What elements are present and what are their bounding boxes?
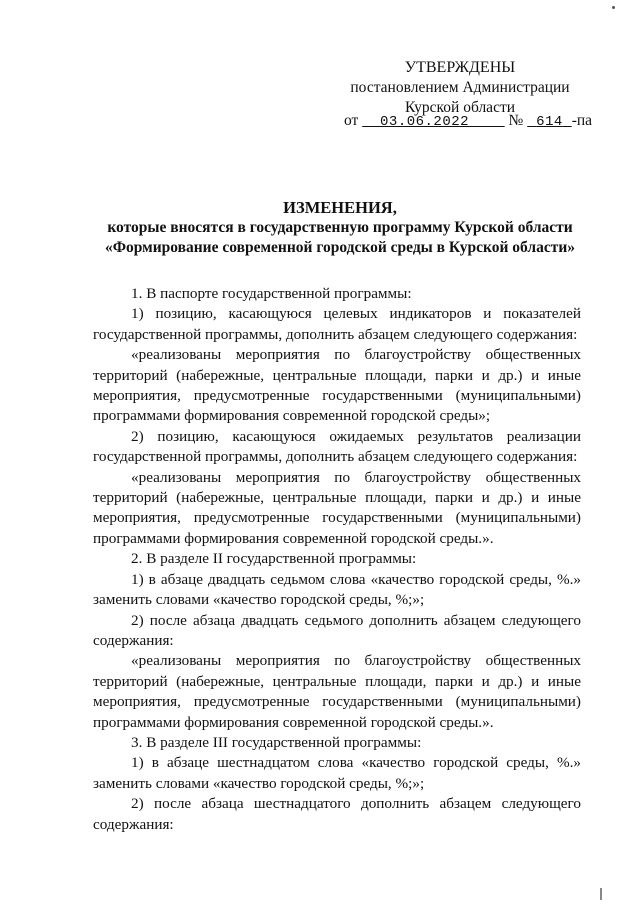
approval-date-line: [344, 112, 592, 130]
title-line-3: «Формирование современной городской среды в Курской области»: [104, 239, 576, 256]
approval-heading: УТВЕРЖДЕНЫ: [404, 59, 516, 76]
paragraph: 3. В разделе III государственной программы:: [131, 733, 422, 751]
title-line-1: ИЗМЕНЕНИЯ,: [283, 198, 397, 217]
paragraph: 2. В разделе II государственной программы:: [131, 550, 417, 568]
approval-line-2: Курской области: [404, 99, 516, 116]
paragraph: 1) позицию, касающуюся целевых индикаторов и показателей государственной программы, дополнить абзацем следующего содержания:: [93, 305, 581, 343]
date-prefix: от: [344, 112, 359, 129]
document-title: [90, 198, 590, 258]
paragraph: «реализованы мероприятия по благоустройству общественных территорий (набережные, центральные площади, парки и др.) и иные мероприятия, предусмотренные государственными (муниципальными) программами формирования современной городской среды.».: [93, 468, 581, 547]
approval-line-1: постановлением Администрации: [350, 79, 570, 96]
paragraph: 2) после абзаца шестнадцатого дополнить абзацем следующего содержания:: [93, 795, 581, 833]
paragraph: 1) в абзаце шестнадцатом слова «качество городской среды, %.» заменить словами «качество городской среды, %;»;: [93, 754, 581, 792]
paragraph: «реализованы мероприятия по благоустройству общественных территорий (набережные, центральные площади, парки и др.) и иные мероприятия, предусмотренные государственными (муниципальными) программами формирования современной городской среды»;: [93, 346, 581, 425]
document-body: [93, 284, 581, 835]
approval-block: [340, 58, 580, 118]
number-prefix: №: [508, 112, 524, 129]
title-line-2: которые вносятся в государственную программу Курской области: [107, 219, 573, 236]
scan-speck: [612, 6, 615, 9]
paragraph: «реализованы мероприятия по благоустройству общественных территорий (набережные, центральные площади, парки и др.) и иные мероприятия, предусмотренные государственными (муниципальными) программами формирования современной городской среды.».: [93, 652, 581, 731]
paragraph: 1. В паспорте государственной программы:: [131, 285, 412, 302]
paragraph: 2) после абзаца двадцать седьмого дополнить абзацем следующего содержания:: [93, 611, 581, 649]
number-suffix: -па: [571, 112, 593, 129]
paragraph: 1) в абзаце двадцать седьмом слова «качество городской среды, %.» заменить словами «качество городской среды, %;»;: [93, 570, 581, 609]
approval-number: 614: [536, 114, 563, 130]
approval-date: 03.06.2022: [380, 114, 470, 130]
paragraph: 2) позицию, касающуюся ожидаемых результатов реализации государственной программы, дополнить абзацем следующего содержания:: [93, 427, 581, 466]
scan-mark: [600, 888, 602, 900]
